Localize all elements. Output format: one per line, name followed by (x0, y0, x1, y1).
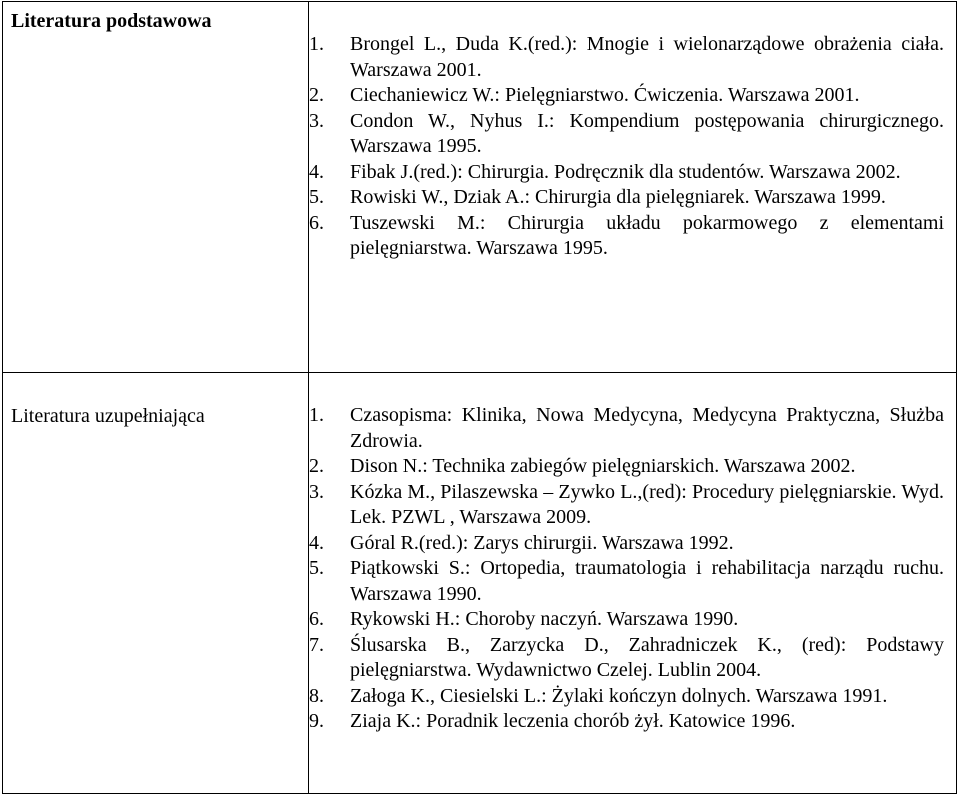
primary-content-cell (309, 2, 957, 373)
supplementary-literature-heading: Literatura uzupełniająca (11, 405, 205, 427)
reference-item (309, 454, 956, 480)
reference-item (309, 607, 956, 633)
reference-text: Czasopisma: Klinika, Nowa Medycyna, Medycyna Praktyczna, Służba Zdrowia. (350, 404, 944, 452)
reference-item (309, 160, 956, 186)
supplementary-reference-list (309, 373, 956, 735)
reference-item (309, 403, 956, 454)
supplementary-content-cell (309, 373, 957, 794)
reference-text: Załoga K., Ciesielski L.: Żylaki kończyn dolnych. Warszawa 1991. (350, 684, 888, 707)
reference-text: Condon W., Nyhus I.: Kompendium postępowania chirurgicznego. Warszawa 1995. (350, 109, 944, 157)
reference-item (309, 556, 956, 607)
reference-number: 3. (309, 109, 324, 132)
reference-text: Piątkowski S.: Ortopedia, traumatologia i rehabilitacja narządu ruchu. Warszawa 1990. (350, 557, 944, 605)
reference-number: 6. (309, 608, 324, 630)
supplementary-label-cell (3, 373, 309, 794)
primary-label-cell (3, 2, 309, 373)
reference-number: 4. (309, 160, 324, 183)
reference-number: 7. (309, 633, 324, 656)
reference-item (309, 633, 956, 684)
reference-text: Góral R.(red.): Zarys chirurgii. Warszawa 1992. (350, 531, 734, 554)
reference-number: 1. (309, 33, 324, 55)
primary-literature-row (3, 2, 957, 373)
reference-number: 1. (309, 404, 324, 426)
literature-table (2, 1, 957, 794)
primary-literature-heading: Literatura podstawowa (11, 10, 212, 32)
reference-number: 5. (309, 186, 324, 208)
primary-reference-list (309, 2, 956, 262)
reference-number: 2. (309, 455, 324, 477)
reference-text: Dison N.: Technika zabiegów pielęgniarskich. Warszawa 2002. (350, 455, 856, 477)
reference-item (309, 480, 956, 531)
reference-text: Rykowski H.: Choroby naczyń. Warszawa 1990. (350, 608, 739, 630)
reference-text: Ciechaniewicz W.: Pielęgniarstwo. Ćwiczenia. Warszawa 2001. (350, 84, 860, 106)
reference-text: Kózka M., Pilaszewska – Zywko L.,(red): Procedury pielęgniarskie. Wyd. Lek. PZWL , Warszawa 2009. (350, 480, 944, 528)
reference-item (309, 185, 956, 211)
reference-number: 2. (309, 84, 324, 106)
reference-item (309, 709, 956, 735)
reference-text: Brongel L., Duda K.(red.): Mnogie i wielonarządowe obrażenia ciała. Warszawa 2001. (350, 33, 944, 81)
reference-item (309, 109, 956, 160)
reference-number: 4. (309, 531, 324, 554)
reference-item (309, 531, 956, 557)
reference-text: Tuszewski M.: Chirurgia układu pokarmowego z elementami pielęgniarstwa. Warszawa 1995. (350, 211, 944, 259)
reference-number: 6. (309, 211, 324, 234)
reference-number: 3. (309, 480, 324, 503)
reference-text: Ziaja K.: Poradnik leczenia chorób żył. Katowice 1996. (350, 710, 796, 732)
reference-item (309, 32, 956, 83)
supplementary-literature-row (3, 373, 957, 794)
reference-item (309, 211, 956, 262)
reference-text: Rowiski W., Dziak A.: Chirurgia dla pielęgniarek. Warszawa 1999. (350, 186, 886, 208)
reference-item (309, 684, 956, 710)
reference-number: 8. (309, 684, 324, 707)
reference-text: Fibak J.(red.): Chirurgia. Podręcznik dla studentów. Warszawa 2002. (350, 160, 901, 183)
reference-text: Ślusarska B., Zarzycka D., Zahradniczek K., (red): Podstawy pielęgniarstwa. Wydawnictwo Czelej. Lublin 2004. (350, 633, 944, 681)
reference-item (309, 83, 956, 109)
reference-number: 9. (309, 710, 324, 732)
reference-number: 5. (309, 557, 324, 579)
